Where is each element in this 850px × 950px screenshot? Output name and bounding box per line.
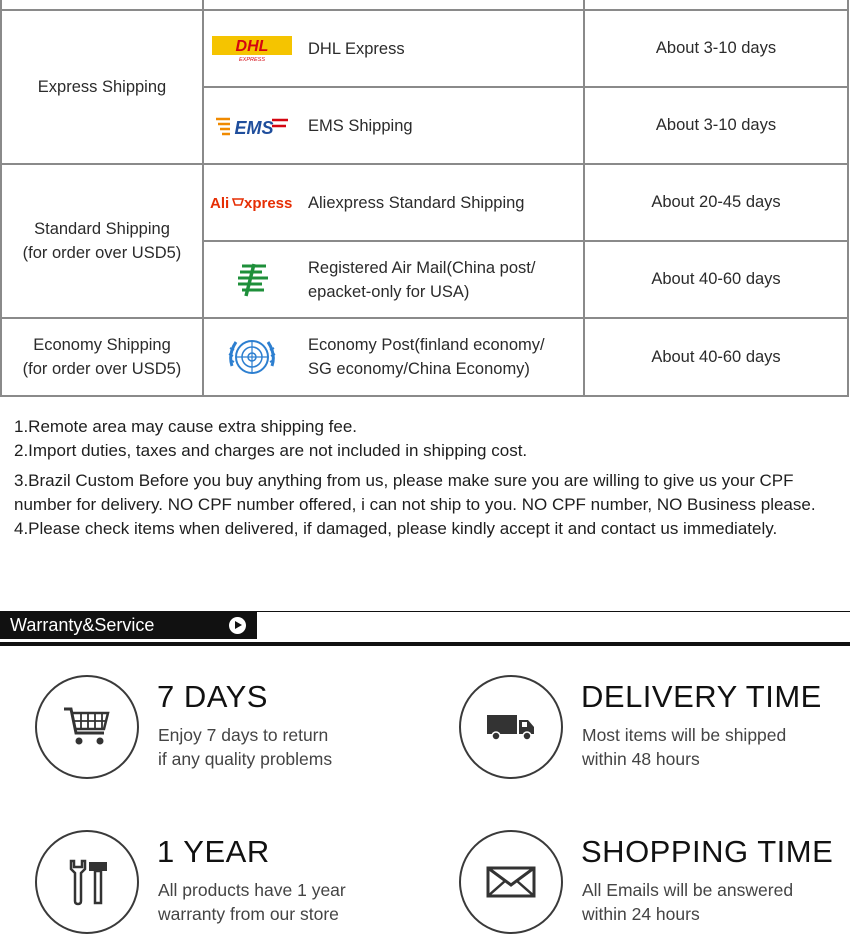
service-7-days [35,675,435,785]
method-china-post [203,241,584,318]
aliexpress-logo [204,193,300,213]
method-name: Aliexpress Standard Shipping [308,193,525,212]
shipping-notes [14,415,839,541]
service-delivery-time [459,675,850,785]
service-desc: All Emails will be answered within 24 hours [582,880,794,924]
shopping-cart-icon [35,675,139,779]
delivery-days: About 3-10 days [584,87,848,164]
service-desc: Most items will be shipped within 48 hours [582,725,787,769]
ems-logo [204,112,300,140]
note-3: 3.Brazil Custom Before you buy anything from us, please make sure you are willing to give us your CPF number for delivery. NO CPF number offered, i can not ship to you. NO CPF number, NO Business please. [14,471,816,514]
delivery-days: About 20-45 days [584,164,848,241]
warranty-header [0,611,850,646]
un-emblem-logo [204,332,300,382]
method-ems [203,87,584,164]
tools-icon [35,830,139,934]
method-name: Economy Post(finland economy/ SG economy/China Economy) [308,336,545,378]
svg-text:EXPRESS: EXPRESS [239,56,265,62]
service-desc: All products have 1 year warranty from our store [158,880,346,924]
dhl-logo [204,36,300,62]
delivery-days: About 40-60 days [584,241,848,318]
shipping-table [0,0,850,397]
note-1: 1.Remote area may cause extra shipping fee. [14,417,358,436]
method-economy-post [203,318,584,396]
service-desc: Enjoy 7 days to return if any quality problems [158,725,333,769]
delivery-days: About 40-60 days [584,318,848,396]
method-dhl [203,10,584,87]
method-aliexpress [203,164,584,241]
service-title: 1 YEAR [157,834,270,869]
svg-text:Ali: Ali [210,194,230,212]
category-economy: Economy Shipping (for order over USD5) [1,318,203,396]
china-post-logo [204,260,300,300]
warranty-label: Warranty&Service [0,612,257,639]
method-name: EMS Shipping [308,116,413,135]
delivery-days: About 3-10 days [584,10,848,87]
note-2: 2.Import duties, taxes and charges are not included in shipping cost. [14,441,528,460]
method-name: DHL Express [308,39,405,58]
category-express: Express Shipping [1,10,203,164]
play-arrow-icon [229,617,246,634]
service-title: 7 DAYS [157,679,268,714]
service-title: DELIVERY TIME [581,679,822,714]
note-4: 4.Please check items when delivered, if damaged, please kindly accept it and contact us immediately. [14,519,778,538]
delivery-truck-icon [459,675,563,779]
service-shopping-time [459,830,850,940]
svg-text:EMS: EMS [234,117,274,138]
service-1-year [35,830,435,940]
svg-text:DHL: DHL [235,37,269,55]
service-title: SHOPPING TIME [581,834,834,869]
svg-text:xpress: xpress [244,194,293,212]
method-name: Registered Air Mail(China post/ epacket-only for USA) [308,258,536,301]
category-standard: Standard Shipping (for order over USD5) [1,164,203,318]
envelope-icon [459,830,563,934]
